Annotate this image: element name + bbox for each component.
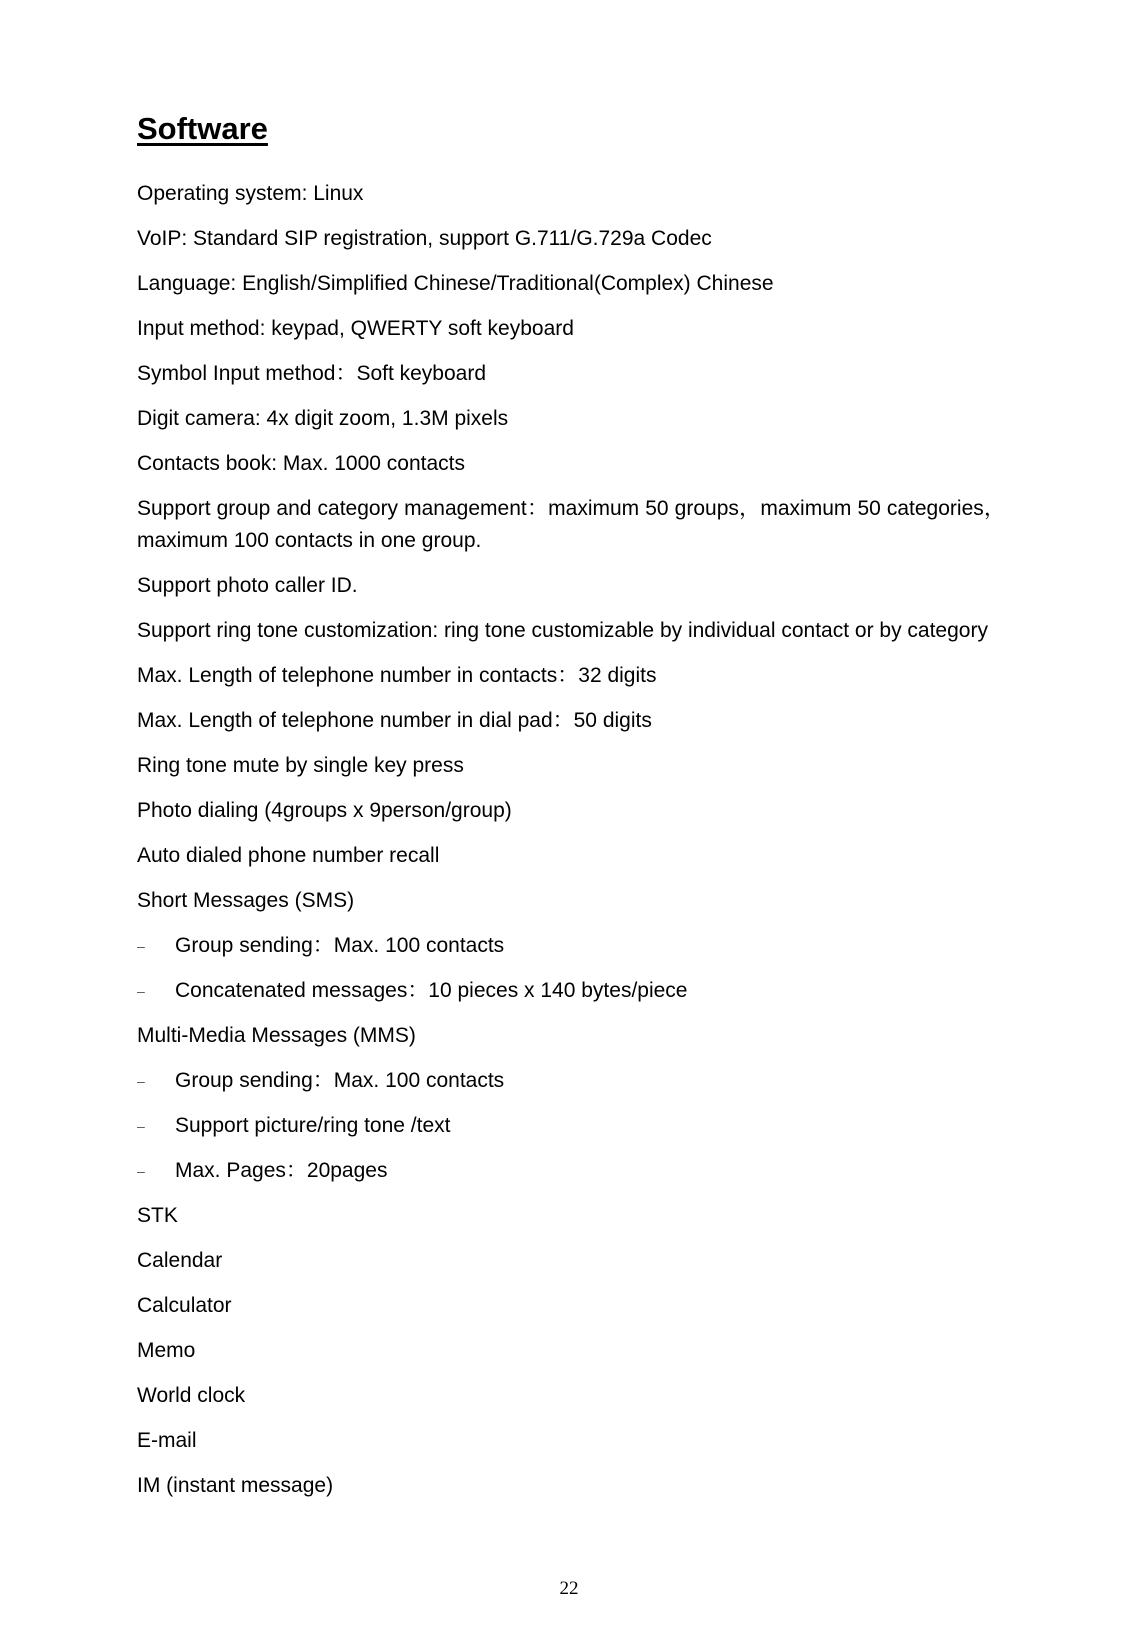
spec-calendar: Calendar <box>137 1249 223 1272</box>
mms-item-text: Group sending：Max. 100 contacts <box>175 1069 505 1092</box>
spec-photo-dialing: Photo dialing (4groups x 9person/group) <box>137 799 512 822</box>
mms-item-text: Support picture/ring tone /text <box>175 1114 451 1137</box>
spec-ringtone-mute: Ring tone mute by single key press <box>137 754 464 777</box>
spec-list <box>137 178 1005 1515</box>
mms-bullet-item <box>137 1110 1005 1142</box>
sms-bullet-item <box>137 930 1005 962</box>
sms-item-text: Concatenated messages：10 pieces x 140 bytes/piece <box>175 979 688 1002</box>
spec-length-dialpad: Max. Length of telephone number in dial pad：50 digits <box>137 709 652 732</box>
spec-calculator: Calculator <box>137 1294 232 1317</box>
spec-voip: VoIP: Standard SIP registration, support G.711/G.729a Codec <box>137 227 712 250</box>
sms-bullet-item <box>137 975 1005 1007</box>
spec-memo: Memo <box>137 1339 196 1362</box>
spec-length-contacts: Max. Length of telephone number in contacts：32 digits <box>137 664 657 687</box>
dash-bullet-icon: – <box>137 983 145 999</box>
spec-world-clock: World clock <box>137 1384 246 1407</box>
dash-bullet-icon: – <box>137 1163 145 1179</box>
mms-bullet-item <box>137 1155 1005 1187</box>
sms-item-text: Group sending：Max. 100 contacts <box>175 934 505 957</box>
mms-item-text: Max. Pages：20pages <box>175 1159 388 1182</box>
spec-photo-caller-id: Support photo caller ID. <box>137 574 358 597</box>
spec-language: Language: English/Simplified Chinese/Traditional(Complex) Chinese <box>137 272 774 295</box>
spec-number-recall: Auto dialed phone number recall <box>137 844 440 867</box>
spec-email: E-mail <box>137 1429 197 1452</box>
dash-bullet-icon: – <box>137 938 145 954</box>
spec-ringtone-customization: Support ring tone customization: ring tone customizable by individual contact or by category <box>137 619 988 642</box>
dash-bullet-icon: – <box>137 1118 145 1134</box>
spec-input-method: Input method: keypad, QWERTY soft keyboard <box>137 317 574 340</box>
spec-group-management: Support group and category management：maximum 50 groups，maximum 50 categories，maximum 100 contacts in one group. <box>137 497 1005 552</box>
spec-im: IM (instant message) <box>137 1474 334 1497</box>
spec-symbol-input: Symbol Input method：Soft keyboard <box>137 362 487 385</box>
spec-mms: Multi-Media Messages (MMS) <box>137 1024 416 1047</box>
spec-operating-system: Operating system: Linux <box>137 182 364 205</box>
mms-bullet-item <box>137 1065 1005 1097</box>
spec-camera: Digit camera: 4x digit zoom, 1.3M pixels <box>137 407 509 430</box>
dash-bullet-icon: – <box>137 1073 145 1089</box>
spec-contacts-book: Contacts book: Max. 1000 contacts <box>137 452 466 475</box>
section-title: Software <box>137 111 268 146</box>
page-number: 22 <box>559 1578 579 1599</box>
spec-stk: STK <box>137 1204 178 1227</box>
spec-sms: Short Messages (SMS) <box>137 889 355 912</box>
